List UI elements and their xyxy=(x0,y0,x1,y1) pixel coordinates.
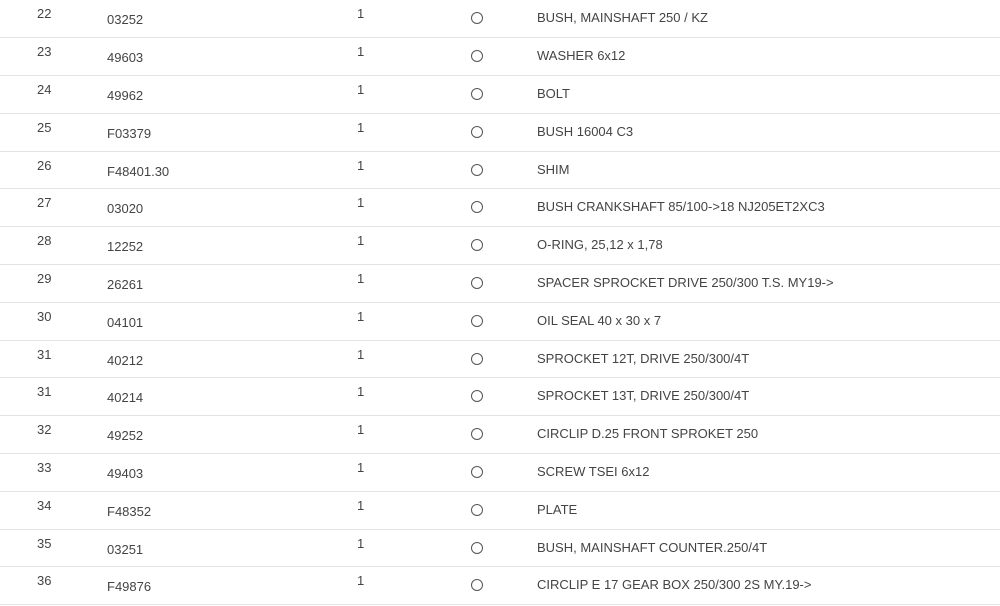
position-cell xyxy=(0,567,107,605)
quantity: 1 xyxy=(357,270,365,286)
description-cell xyxy=(537,38,1000,76)
part-description: CIRCLIP D.25 FRONT SPROKET 250 xyxy=(537,426,759,442)
position-cell xyxy=(0,0,107,38)
part-code-cell xyxy=(107,340,357,378)
position-cell xyxy=(0,340,107,378)
part-description: BUSH 16004 C3 xyxy=(537,123,634,139)
table-row xyxy=(0,378,1000,416)
table-row xyxy=(0,567,1000,605)
quantity-cell xyxy=(357,189,470,227)
table-row xyxy=(0,265,1000,303)
position-number: 26 xyxy=(37,157,52,173)
select-cell xyxy=(470,378,537,416)
position-number: 27 xyxy=(37,195,52,211)
quantity-cell xyxy=(357,416,470,454)
select-cell xyxy=(470,76,537,114)
part-description: SPROCKET 13T, DRIVE 250/300/4T xyxy=(537,388,750,404)
position-number: 32 xyxy=(37,422,52,438)
quantity: 1 xyxy=(357,44,365,60)
part-code: 12252 xyxy=(107,239,144,255)
part-code: 49603 xyxy=(107,50,144,66)
select-cell xyxy=(470,113,537,151)
quantity: 1 xyxy=(357,119,365,135)
position-number: 23 xyxy=(37,44,52,60)
part-description: BUSH, MAINSHAFT 250 / KZ xyxy=(537,10,708,26)
description-cell xyxy=(537,189,1000,227)
table-row xyxy=(0,491,1000,529)
quantity: 1 xyxy=(357,497,365,513)
select-cell xyxy=(470,567,537,605)
select-cell xyxy=(470,454,537,492)
position-cell xyxy=(0,529,107,567)
quantity-cell xyxy=(357,113,470,151)
select-radio[interactable] xyxy=(471,504,483,516)
position-number: 22 xyxy=(37,6,52,22)
quantity: 1 xyxy=(357,422,365,438)
quantity: 1 xyxy=(357,573,365,589)
part-code-cell xyxy=(107,189,357,227)
position-cell xyxy=(0,38,107,76)
select-radio[interactable] xyxy=(471,428,483,440)
description-cell xyxy=(537,265,1000,303)
quantity-cell xyxy=(357,567,470,605)
table-row xyxy=(0,76,1000,114)
table-row xyxy=(0,227,1000,265)
part-code: F03379 xyxy=(107,125,152,141)
select-cell xyxy=(470,227,537,265)
part-code: 49403 xyxy=(107,465,144,481)
part-code: 03252 xyxy=(107,12,144,28)
part-description: SPACER SPROCKET DRIVE 250/300 T.S. MY19-> xyxy=(537,274,834,290)
quantity-cell xyxy=(357,302,470,340)
table-row xyxy=(0,0,1000,38)
select-cell xyxy=(470,189,537,227)
position-number: 36 xyxy=(37,573,52,589)
select-radio[interactable] xyxy=(471,390,483,402)
part-description: PLATE xyxy=(537,501,578,517)
description-cell xyxy=(537,227,1000,265)
select-cell xyxy=(470,491,537,529)
part-code: 49252 xyxy=(107,428,144,444)
position-number: 31 xyxy=(37,384,52,400)
select-cell xyxy=(470,302,537,340)
table-row xyxy=(0,38,1000,76)
part-description: SCREW TSEI 6x12 xyxy=(537,463,650,479)
part-code: 04101 xyxy=(107,314,144,330)
select-radio[interactable] xyxy=(471,315,483,327)
position-cell xyxy=(0,302,107,340)
part-description: BUSH, MAINSHAFT COUNTER.250/4T xyxy=(537,539,768,555)
position-number: 35 xyxy=(37,535,52,551)
part-code: 49962 xyxy=(107,87,144,103)
part-code-cell xyxy=(107,76,357,114)
quantity-cell xyxy=(357,340,470,378)
table-row xyxy=(0,529,1000,567)
select-radio[interactable] xyxy=(471,542,483,554)
position-number: 28 xyxy=(37,233,52,249)
description-cell xyxy=(537,113,1000,151)
description-cell xyxy=(537,0,1000,38)
quantity: 1 xyxy=(357,535,365,551)
part-code-cell xyxy=(107,265,357,303)
position-number: 24 xyxy=(37,81,52,97)
quantity: 1 xyxy=(357,346,365,362)
table-row xyxy=(0,113,1000,151)
part-code: F49876 xyxy=(107,579,152,595)
position-number: 25 xyxy=(37,119,52,135)
quantity-cell xyxy=(357,76,470,114)
select-cell xyxy=(470,416,537,454)
table-row xyxy=(0,302,1000,340)
quantity: 1 xyxy=(357,81,365,97)
position-cell xyxy=(0,227,107,265)
select-cell xyxy=(470,151,537,189)
select-radio[interactable] xyxy=(471,239,483,251)
quantity-cell xyxy=(357,0,470,38)
select-cell xyxy=(470,265,537,303)
select-radio[interactable] xyxy=(471,277,483,289)
quantity: 1 xyxy=(357,195,365,211)
select-radio[interactable] xyxy=(471,126,483,138)
quantity-cell xyxy=(357,378,470,416)
select-radio[interactable] xyxy=(471,579,483,591)
table-row xyxy=(0,340,1000,378)
quantity-cell xyxy=(357,491,470,529)
quantity: 1 xyxy=(357,157,365,173)
select-cell xyxy=(470,0,537,38)
part-description: O-RING, 25,12 x 1,78 xyxy=(537,237,663,253)
select-radio[interactable] xyxy=(471,201,483,213)
part-code-cell xyxy=(107,454,357,492)
quantity: 1 xyxy=(357,6,365,22)
part-description: BOLT xyxy=(537,85,570,101)
description-cell xyxy=(537,340,1000,378)
position-cell xyxy=(0,189,107,227)
part-description: OIL SEAL 40 x 30 x 7 xyxy=(537,312,662,328)
position-cell xyxy=(0,76,107,114)
part-code: 40212 xyxy=(107,352,144,368)
position-number: 34 xyxy=(37,497,52,513)
description-cell xyxy=(537,529,1000,567)
select-radio[interactable] xyxy=(471,466,483,478)
part-description: WASHER 6x12 xyxy=(537,48,626,64)
part-code-cell xyxy=(107,151,357,189)
select-radio[interactable] xyxy=(471,164,483,176)
quantity: 1 xyxy=(357,459,365,475)
part-code-cell xyxy=(107,113,357,151)
description-cell xyxy=(537,151,1000,189)
position-cell xyxy=(0,113,107,151)
part-code: F48401.30 xyxy=(107,163,170,179)
description-cell xyxy=(537,491,1000,529)
quantity-cell xyxy=(357,151,470,189)
position-cell xyxy=(0,491,107,529)
part-code-cell xyxy=(107,227,357,265)
select-cell xyxy=(470,38,537,76)
quantity-cell xyxy=(357,38,470,76)
part-code-cell xyxy=(107,491,357,529)
select-radio[interactable] xyxy=(471,50,483,62)
part-description: SHIM xyxy=(537,161,570,177)
select-radio[interactable] xyxy=(471,353,483,365)
part-description: BUSH CRANKSHAFT 85/100->18 NJ205ET2XC3 xyxy=(537,199,825,215)
part-code: 26261 xyxy=(107,276,144,292)
description-cell xyxy=(537,567,1000,605)
part-code: 03251 xyxy=(107,541,144,557)
quantity-cell xyxy=(357,265,470,303)
description-cell xyxy=(537,454,1000,492)
position-cell xyxy=(0,378,107,416)
select-cell xyxy=(470,340,537,378)
position-cell xyxy=(0,416,107,454)
position-cell xyxy=(0,265,107,303)
table-row xyxy=(0,416,1000,454)
description-cell xyxy=(537,416,1000,454)
part-code-cell xyxy=(107,302,357,340)
description-cell xyxy=(537,302,1000,340)
position-cell xyxy=(0,454,107,492)
part-code: F48352 xyxy=(107,503,152,519)
quantity-cell xyxy=(357,454,470,492)
part-code-cell xyxy=(107,38,357,76)
select-radio[interactable] xyxy=(471,88,483,100)
part-code-cell xyxy=(107,0,357,38)
description-cell xyxy=(537,378,1000,416)
select-cell xyxy=(470,529,537,567)
table-row xyxy=(0,454,1000,492)
quantity: 1 xyxy=(357,233,365,249)
quantity-cell xyxy=(357,529,470,567)
quantity: 1 xyxy=(357,308,365,324)
part-code: 40214 xyxy=(107,390,144,406)
quantity: 1 xyxy=(357,384,365,400)
part-code-cell xyxy=(107,378,357,416)
position-number: 33 xyxy=(37,459,52,475)
part-description: SPROCKET 12T, DRIVE 250/300/4T xyxy=(537,350,750,366)
part-code-cell xyxy=(107,416,357,454)
position-number: 30 xyxy=(37,308,52,324)
part-code: 03020 xyxy=(107,201,144,217)
position-cell xyxy=(0,151,107,189)
table-row xyxy=(0,189,1000,227)
table-row xyxy=(0,151,1000,189)
part-description: CIRCLIP E 17 GEAR BOX 250/300 2S MY.19-> xyxy=(537,577,812,593)
select-radio[interactable] xyxy=(471,12,483,24)
position-number: 29 xyxy=(37,270,52,286)
position-number: 31 xyxy=(37,346,52,362)
description-cell xyxy=(537,76,1000,114)
part-code-cell xyxy=(107,567,357,605)
quantity-cell xyxy=(357,227,470,265)
part-code-cell xyxy=(107,529,357,567)
